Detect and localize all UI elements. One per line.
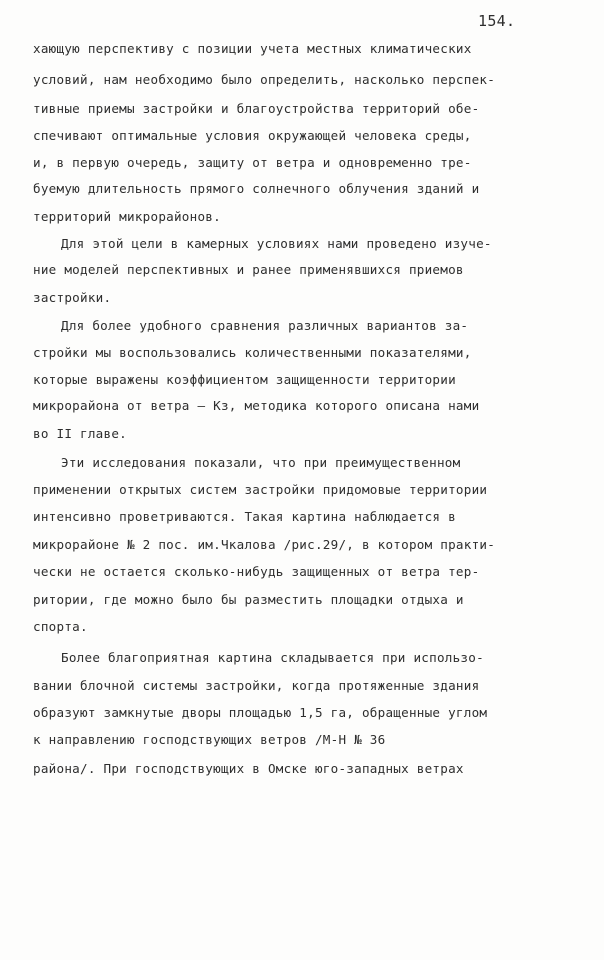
text-line: к направлению господствующих ветров /М-Н № 36: [33, 732, 386, 747]
text-line: микрорайона от ветра – Кз, методика которого описана нами: [33, 398, 480, 413]
text-line: ние моделей перспективных и ранее применявшихся приемов: [33, 262, 464, 277]
page-number: 154.: [478, 12, 516, 30]
text-line: образуют замкнутые дворы площадью 1,5 га, обращенные углом: [33, 705, 488, 720]
text-line: интенсивно проветриваются. Такая картина наблюдается в: [33, 509, 456, 524]
text-line: района/. При господствующих в Омске юго-западных ветрах: [33, 761, 464, 776]
text-line: ритории, где можно было бы разместить площадки отдыха и: [33, 592, 464, 607]
text-line: которые выражены коэффициентом защищенности территории: [33, 372, 456, 387]
text-line: Для этой цели в камерных условиях нами проведено изуче-: [61, 236, 492, 251]
text-line: условий, нам необходимо было определить, насколько перспек-: [33, 72, 496, 87]
text-line: во II главе.: [33, 426, 127, 441]
text-line: территорий микрорайонов.: [33, 209, 221, 224]
text-line: применении открытых систем застройки придомовые территории: [33, 482, 488, 497]
text-line: Более благоприятная картина складывается при использо-: [61, 650, 484, 665]
text-line: и, в первую очередь, защиту от ветра и одновременно тре-: [33, 155, 472, 170]
text-line: буемую длительность прямого солнечного облучения зданий и: [33, 181, 480, 196]
text-line: Эти исследования показали, что при преимущественном: [61, 455, 461, 470]
text-line: чески не остается сколько-нибудь защищенных от ветра тер-: [33, 564, 480, 579]
text-line: микрорайоне № 2 пос. им.Чкалова /рис.29/, в котором практи-: [33, 537, 496, 552]
text-line: спечивают оптимальные условия окружающей человека среды,: [33, 128, 472, 143]
text-line: стройки мы воспользовались количественными показателями,: [33, 345, 472, 360]
text-line: вании блочной системы застройки, когда протяженные здания: [33, 678, 480, 693]
text-line: хающую перспективу с позиции учета местных климатических: [33, 41, 472, 56]
text-line: застройки.: [33, 290, 112, 305]
text-line: спорта.: [33, 619, 88, 634]
text-line: тивные приемы застройки и благоустройства территорий обе-: [33, 101, 480, 116]
text-line: Для более удобного сравнения различных вариантов за-: [61, 318, 469, 333]
